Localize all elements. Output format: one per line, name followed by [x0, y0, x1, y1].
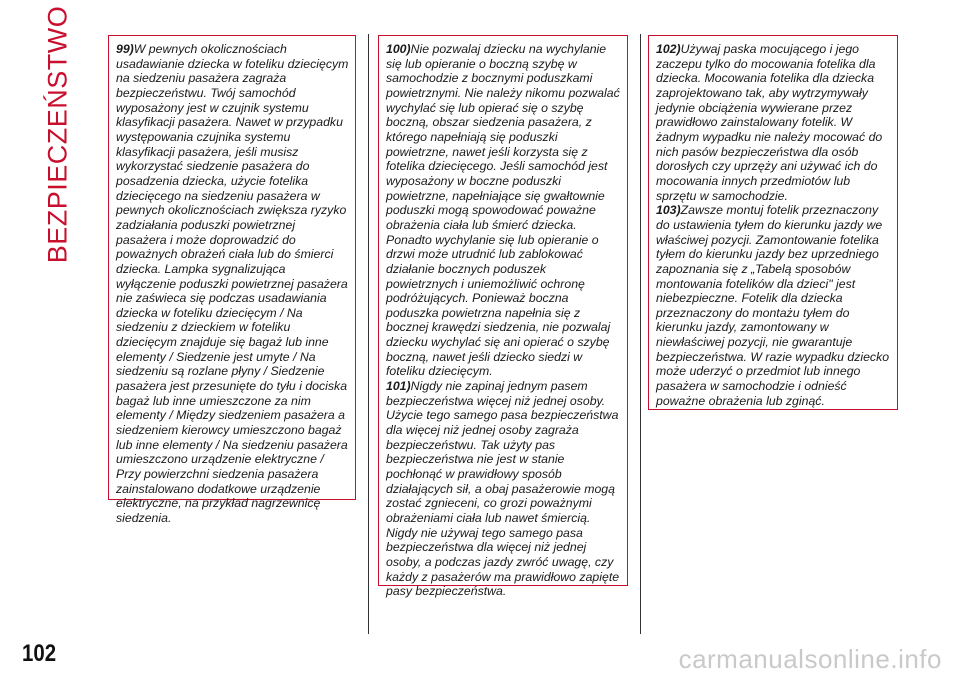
- section-title: [38, 5, 78, 263]
- note-text: Nigdy nie zapinaj jednym pasem bezpieczeństwa więcej niż jednej osoby. Użycie tego samego pasa bezpieczeństwa dla więcej niż jednej osoby zagraża bezpieczeństwu. Tak użyty pas bezpieczeństwa nie jest w stanie pochłonąć w prawidłowy sposób działających sił, a obaj pasażerowie mogą zostać zgnieceni, co grozi poważnymi obrażeniami ciała lub nawet śmiercią. Nigdy nie używaj tego samego pasa bezpieczeństwa dla więcej niż jednej osoby, a podczas jazdy zwróć uwagę, czy każdy z pasażerów ma prawidłowo zapięte pasy bezpieczeństwa.: [386, 379, 620, 599]
- note-number: 103): [656, 203, 681, 218]
- note-number: 100): [386, 42, 411, 56]
- note-paragraph: [386, 42, 621, 379]
- note-text: Zawsze montuj fotelik przeznaczony do ustawienia tyłem do kierunku jazdy we właściwej pozycji. Zamontowanie fotelika tyłem do kierunku jazdy bez uprzedniego zapoznania się z „Tabelą sposobów montowania fotelików dla dzieci" jest niebezpieczne. Fotelik dla dziecka przeznaczony do montażu tyłem do kierunku jazdy, zamontowany w niewłaściwej pozycji, nie gwarantuje bezpieczeństwa. W razie wypadku dziecko może uderzyć o przedmiot lub innego pasażera w samochodzie i odnieść poważne obrażenia lub zginąć.: [656, 203, 890, 408]
- warning-box-102-103: [648, 35, 898, 410]
- section-title-text: BEZPIECZEŃSTWO: [42, 5, 73, 263]
- note-number: 101): [386, 379, 411, 394]
- warning-box-99: [108, 35, 356, 525]
- note-paragraph: [116, 42, 349, 526]
- note-paragraph: [656, 42, 891, 203]
- page-number: 102: [22, 640, 57, 667]
- note-paragraph: [656, 203, 891, 408]
- note-text: Używaj paska mocującego i jego zaczepu tylko do mocowania fotelika dla dziecka. Mocowania fotelika dla dziecka zaprojektowano tak, aby wytrzymywały jedynie obciążenia wywierane przez prawidłowo zainstalowany fotelik. W żadnym wypadku nie należy mocować do nich pasów bezpieczeństwa dla osób dorosłych czy uprzęży ani używać ich do mocowania innych przedmiotów lub sprzętu w samochodzie.: [656, 42, 883, 203]
- column-divider: [640, 34, 641, 634]
- note-number: 102): [656, 42, 681, 56]
- column-divider: [368, 34, 369, 634]
- watermark: carmanualsonline.info: [678, 644, 942, 674]
- warning-box-100-101: [378, 35, 628, 599]
- note-text: Nie pozwalaj dziecku na wychylanie się lub opieranie o boczną szybę w samochodzie z bocznymi poduszkami powietrznymi. Nie należy nikomu pozwalać wychylać się lub opierać się o szybę boczną, obszar siedzenia pasażera, z którego napełniają się poduszki powietrzne, nawet jeśli korzysta się z fotelika dziecięcego. Jeśli samochód jest wyposażony w boczne poduszki powietrzne, napełniające się gwałtownie poduszki mogą spowodować poważne obrażenia ciała lub śmierć dziecka. Ponadto wychylanie się lub opieranie o drzwi może utrudnić lub zablokować działanie bocznych poduszek powietrznych i uniemożliwić ochronę podróżujących. Ponieważ boczna poduszka powietrzna napełnia się z bocznej krawędzi siedzenia, nie pozwalaj dziecku wychylać się ani opierać o szybę boczną, nawet jeśli dziecko siedzi w foteliku dziecięcym.: [386, 42, 620, 379]
- note-paragraph: [386, 379, 621, 599]
- note-number: 99): [116, 42, 134, 56]
- note-text: W pewnych okolicznościach usadawianie dziecka w foteliku dziecięcym na siedzeniu pasażera zagraża bezpieczeństwu. Twój samochód wyposażony jest w czujnik systemu klasyfikacji pasażera. Nawet w przypadku występowania czujnika systemu klasyfikacji pasażera, jeśli musisz wykorzystać siedzenie pasażera do posadzenia dziecka, użycie fotelika dziecięcego na siedzeniu pasażera w pewnych okolicznościach zwiększa ryzyko zadziałania poduszki powietrznej pasażera i może doprowadzić do poważnych obrażeń ciała lub do śmierci dziecka. Lampka sygnalizująca wyłączenie poduszki powietrznej pasażera nie zaświeca się podczas usadawiania dziecka w foteliku dziecięcym / Na siedzeniu z dzieckiem w foteliku dziecięcym znajduje się bagaż lub inne elementy / Siedzenie jest umyte / Na siedzeniu są rozlane płyny / Siedzenie pasażera jest przesunięte do tyłu i dociska bagaż lub inne umieszczone za nim elementy / Między siedzeniem pasażera a siedzeniem kierowcy umieszczono bagaż lub inne elementy / Na siedzeniu pasażera umieszczono urządzenie elektryczne / Przy powierzchni siedzenia pasażera zainstalowano dodatkowe urządzenie elektryczne, na przykład nagrzewnicę siedzenia.: [116, 42, 349, 525]
